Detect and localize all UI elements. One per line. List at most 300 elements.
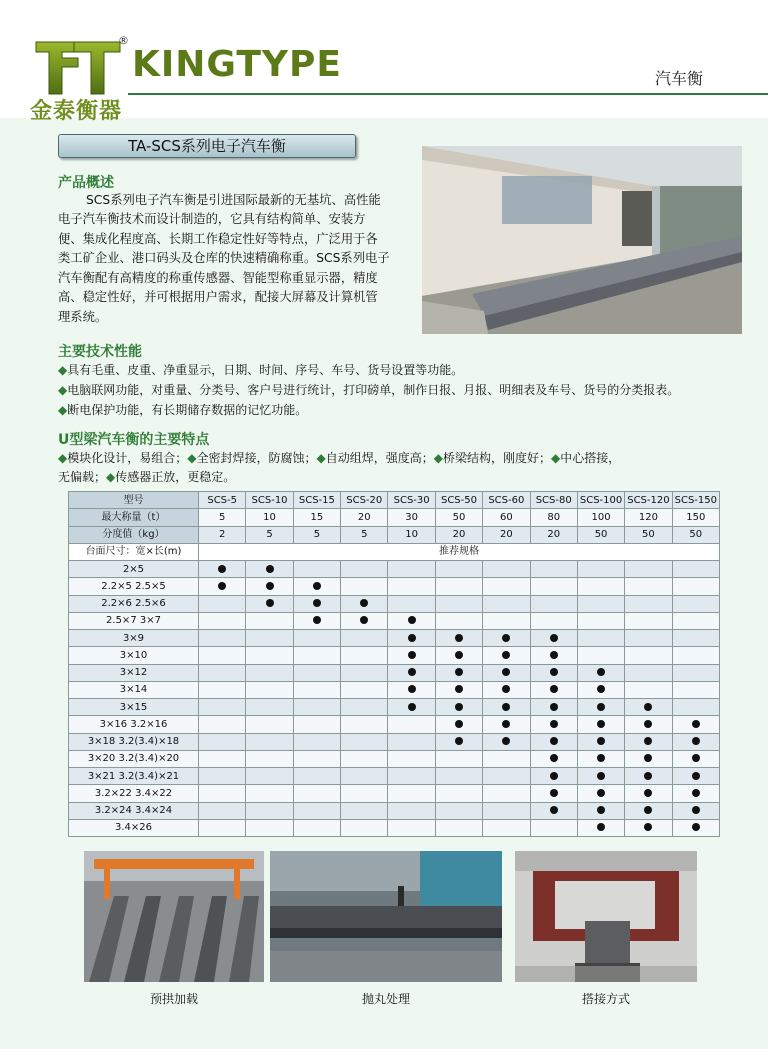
- mark-cell: [341, 647, 388, 664]
- mark-cell: [530, 612, 577, 629]
- mark-cell: [625, 716, 672, 733]
- mark-cell: [530, 647, 577, 664]
- size-label: 3×15: [69, 699, 199, 716]
- recommended-dot-icon: [692, 789, 700, 797]
- recommended-dot-icon: [502, 634, 510, 642]
- mark-cell: [246, 595, 293, 612]
- mark-cell: [246, 647, 293, 664]
- division-row: [69, 526, 720, 543]
- mark-cell: [672, 681, 719, 698]
- value-cell: SCS-20: [341, 492, 388, 509]
- mark-cell: [530, 578, 577, 595]
- mark-cell: [199, 647, 246, 664]
- mark-cell: [341, 716, 388, 733]
- mark-cell: [530, 595, 577, 612]
- recommended-dot-icon: [644, 823, 652, 831]
- mark-cell: [625, 733, 672, 750]
- mark-cell: [199, 819, 246, 836]
- mark-cell: [199, 612, 246, 629]
- mark-cell: [483, 681, 530, 698]
- mark-cell: [341, 819, 388, 836]
- mark-cell: [483, 595, 530, 612]
- recommended-dot-icon: [597, 754, 605, 762]
- capacity-row: [69, 509, 720, 526]
- recommended-dot-icon: [455, 703, 463, 711]
- mark-cell: [577, 802, 624, 819]
- diamond-bullet-icon: ◆: [58, 451, 68, 465]
- recommended-dot-icon: [692, 720, 700, 728]
- mark-cell: [672, 750, 719, 767]
- recommended-dot-icon: [408, 616, 416, 624]
- value-cell: 30: [388, 509, 435, 526]
- mark-cell: [577, 595, 624, 612]
- value-cell: SCS-60: [483, 492, 530, 509]
- mark-cell: [293, 595, 340, 612]
- mark-cell: [199, 664, 246, 681]
- mark-cell: [483, 785, 530, 802]
- mark-cell: [435, 664, 482, 681]
- features-line-2: 无偏载；◆传感器正放，更稳定。: [58, 470, 236, 484]
- recommended-dot-icon: [360, 616, 368, 624]
- caption-preload: 预拱加载: [149, 992, 198, 1006]
- recommended-dot-icon: [597, 789, 605, 797]
- recommended-dot-icon: [597, 737, 605, 745]
- mark-cell: [577, 578, 624, 595]
- mark-cell: [246, 561, 293, 578]
- size-label: 3×20 3.2(3.4)×20: [69, 750, 199, 767]
- value-cell: 50: [577, 526, 624, 543]
- spec-item-1: ◆具有毛重、皮重、净重显示，日期、时间、序号、车号、货号设置等功能。: [58, 363, 464, 377]
- overview-line-2: 电子汽车衡技术而设计制造的，它具有结构简单、安装方: [58, 212, 366, 226]
- mark-cell: [577, 750, 624, 767]
- mark-cell: [530, 819, 577, 836]
- mark-cell: [341, 630, 388, 647]
- mark-cell: [293, 768, 340, 785]
- mark-cell: [483, 750, 530, 767]
- value-cell: 60: [483, 509, 530, 526]
- mark-cell: [388, 802, 435, 819]
- features-heading: U型梁汽车衡的主要特点: [58, 432, 210, 448]
- recommended-dot-icon: [692, 806, 700, 814]
- mark-cell: [672, 647, 719, 664]
- value-cell: 100: [577, 509, 624, 526]
- overlap-joint-photo: [515, 851, 697, 982]
- recommended-dot-icon: [455, 720, 463, 728]
- value-cell: 2: [199, 526, 246, 543]
- caption-shot-blasting: 抛丸处理: [361, 992, 410, 1006]
- mark-cell: [625, 664, 672, 681]
- mark-cell: [577, 785, 624, 802]
- recommended-dot-icon: [644, 772, 652, 780]
- size-label: 2.2×6 2.5×6: [69, 595, 199, 612]
- product-title: TA-SCS系列电子汽车衡: [58, 134, 356, 158]
- value-cell: 20: [530, 526, 577, 543]
- recommend-label: 推荐规格: [199, 543, 720, 560]
- mark-cell: [530, 750, 577, 767]
- value-cell: SCS-120: [625, 492, 672, 509]
- mark-cell: [483, 561, 530, 578]
- value-cell: 80: [530, 509, 577, 526]
- mark-cell: [388, 768, 435, 785]
- truck-scale-photo: [422, 146, 742, 334]
- value-cell: SCS-30: [388, 492, 435, 509]
- recommended-dot-icon: [692, 772, 700, 780]
- mark-cell: [625, 612, 672, 629]
- mark-cell: [672, 578, 719, 595]
- value-cell: SCS-80: [530, 492, 577, 509]
- preload-photo: [84, 851, 264, 982]
- overview-line-7: 理系统。: [58, 310, 108, 324]
- mark-cell: [199, 733, 246, 750]
- recommended-dot-icon: [644, 806, 652, 814]
- mark-cell: [246, 699, 293, 716]
- diamond-bullet-icon: ◆: [187, 451, 197, 465]
- size-row: [69, 630, 720, 647]
- value-cell: 20: [341, 509, 388, 526]
- mark-cell: [625, 750, 672, 767]
- value-cell: 10: [388, 526, 435, 543]
- size-label: 3.2×24 3.4×24: [69, 802, 199, 819]
- overview-line-5: 汽车衡配有高精度的称重传感器、智能型称重显示器，精度: [58, 271, 378, 285]
- mark-cell: [483, 802, 530, 819]
- mark-cell: [435, 768, 482, 785]
- diamond-bullet-icon: ◆: [316, 451, 326, 465]
- mark-cell: [246, 716, 293, 733]
- recommended-dot-icon: [597, 720, 605, 728]
- mark-cell: [625, 802, 672, 819]
- caption-overlap-joint: 搭接方式: [581, 992, 630, 1006]
- mark-cell: [483, 819, 530, 836]
- mark-cell: [388, 819, 435, 836]
- mark-cell: [483, 699, 530, 716]
- mark-cell: [388, 578, 435, 595]
- features-line-1: ◆模块化设计，易组合；◆全密封焊接，防腐蚀；◆自动组焊，强度高；◆桥梁结构，刚度好；◆中心搭接，: [58, 451, 621, 465]
- mark-cell: [199, 578, 246, 595]
- value-cell: SCS-5: [199, 492, 246, 509]
- size-label: 3.2×22 3.4×22: [69, 785, 199, 802]
- mark-cell: [246, 819, 293, 836]
- recommended-dot-icon: [550, 772, 558, 780]
- overview-line-4: 类工矿企业、港口码头及仓库的快速精确称重。SCS系列电子: [58, 251, 390, 265]
- mark-cell: [388, 733, 435, 750]
- mark-cell: [199, 750, 246, 767]
- mark-cell: [199, 716, 246, 733]
- mark-cell: [625, 699, 672, 716]
- mark-cell: [199, 802, 246, 819]
- size-row: [69, 802, 720, 819]
- value-cell: 50: [625, 526, 672, 543]
- mark-cell: [199, 768, 246, 785]
- mark-cell: [672, 733, 719, 750]
- mark-cell: [341, 595, 388, 612]
- mark-cell: [341, 733, 388, 750]
- value-cell: 5: [199, 509, 246, 526]
- table-header-row: [69, 492, 720, 509]
- mark-cell: [293, 699, 340, 716]
- specs-heading: 主要技术性能: [58, 344, 142, 360]
- row-label: 型号: [69, 492, 199, 509]
- recommended-dot-icon: [644, 720, 652, 728]
- mark-cell: [672, 785, 719, 802]
- recommended-dot-icon: [408, 703, 416, 711]
- value-cell: 50: [435, 509, 482, 526]
- size-label: 3×9: [69, 630, 199, 647]
- mark-cell: [435, 802, 482, 819]
- mark-cell: [388, 699, 435, 716]
- mark-cell: [530, 681, 577, 698]
- size-label: 3×18 3.2(3.4)×18: [69, 733, 199, 750]
- header-divider: [128, 93, 768, 95]
- mark-cell: [625, 785, 672, 802]
- mark-cell: [625, 595, 672, 612]
- recommended-dot-icon: [692, 737, 700, 745]
- mark-cell: [435, 716, 482, 733]
- diamond-bullet-icon: ◆: [58, 403, 68, 417]
- diamond-bullet-icon: ◆: [551, 451, 561, 465]
- mark-cell: [672, 819, 719, 836]
- value-cell: SCS-10: [246, 492, 293, 509]
- recommended-dot-icon: [550, 754, 558, 762]
- size-row: [69, 612, 720, 629]
- registered-mark: ®: [118, 34, 129, 47]
- mark-cell: [530, 664, 577, 681]
- recommended-dot-icon: [408, 651, 416, 659]
- mark-cell: [435, 699, 482, 716]
- mark-cell: [341, 578, 388, 595]
- mark-cell: [293, 612, 340, 629]
- size-row: [69, 733, 720, 750]
- overview-line-3: 便、集成化程度高、长期工作稳定性好等特点，广泛用于各: [58, 232, 378, 246]
- value-cell: 5: [341, 526, 388, 543]
- mark-cell: [293, 802, 340, 819]
- mark-cell: [246, 750, 293, 767]
- mark-cell: [530, 630, 577, 647]
- size-row: [69, 681, 720, 698]
- mark-cell: [625, 819, 672, 836]
- spec-table: [68, 491, 720, 837]
- value-cell: 20: [483, 526, 530, 543]
- recommended-dot-icon: [408, 685, 416, 693]
- mark-cell: [435, 819, 482, 836]
- recommended-dot-icon: [455, 685, 463, 693]
- mark-cell: [341, 699, 388, 716]
- size-row: [69, 595, 720, 612]
- recommended-dot-icon: [597, 772, 605, 780]
- recommended-dot-icon: [550, 806, 558, 814]
- recommended-dot-icon: [550, 720, 558, 728]
- mark-cell: [672, 802, 719, 819]
- mark-cell: [672, 630, 719, 647]
- mark-cell: [577, 716, 624, 733]
- size-label: 台面尺寸：宽×长(m): [69, 543, 199, 560]
- recommended-dot-icon: [550, 737, 558, 745]
- mark-cell: [672, 561, 719, 578]
- recommended-dot-icon: [266, 599, 274, 607]
- mark-cell: [577, 647, 624, 664]
- size-row: [69, 716, 720, 733]
- mark-cell: [341, 785, 388, 802]
- size-row: [69, 664, 720, 681]
- mark-cell: [625, 768, 672, 785]
- mark-cell: [625, 630, 672, 647]
- mark-cell: [293, 561, 340, 578]
- mark-cell: [293, 647, 340, 664]
- mark-cell: [246, 768, 293, 785]
- mark-cell: [625, 561, 672, 578]
- row-label: 最大称量（t）: [69, 509, 199, 526]
- mark-cell: [530, 785, 577, 802]
- mark-cell: [341, 768, 388, 785]
- mark-cell: [577, 819, 624, 836]
- recommended-dot-icon: [550, 703, 558, 711]
- mark-cell: [483, 768, 530, 785]
- mark-cell: [388, 647, 435, 664]
- mark-cell: [530, 699, 577, 716]
- mark-cell: [341, 664, 388, 681]
- mark-cell: [435, 595, 482, 612]
- mark-cell: [199, 630, 246, 647]
- mark-cell: [672, 612, 719, 629]
- mark-cell: [625, 681, 672, 698]
- recommended-dot-icon: [644, 703, 652, 711]
- size-row: [69, 785, 720, 802]
- mark-cell: [293, 819, 340, 836]
- size-label: 3.4×26: [69, 819, 199, 836]
- value-cell: 15: [293, 509, 340, 526]
- mark-cell: [435, 647, 482, 664]
- mark-cell: [246, 802, 293, 819]
- mark-cell: [293, 733, 340, 750]
- recommended-dot-icon: [502, 668, 510, 676]
- value-cell: 120: [625, 509, 672, 526]
- size-label: 2.5×7 3×7: [69, 612, 199, 629]
- spec-item-2: ◆电脑联网功能，对重量、分类号、客户号进行统计，打印磅单，制作日报、月报、明细表及车号、货号的分类报表。: [58, 383, 680, 397]
- recommended-dot-icon: [644, 737, 652, 745]
- mark-cell: [577, 681, 624, 698]
- mark-cell: [435, 750, 482, 767]
- size-header-row: [69, 543, 720, 560]
- recommended-dot-icon: [597, 823, 605, 831]
- mark-cell: [388, 681, 435, 698]
- size-row: [69, 561, 720, 578]
- mark-cell: [341, 681, 388, 698]
- mark-cell: [293, 578, 340, 595]
- size-label: 3×16 3.2×16: [69, 716, 199, 733]
- recommended-dot-icon: [313, 582, 321, 590]
- recommended-dot-icon: [218, 565, 226, 573]
- mark-cell: [435, 785, 482, 802]
- mark-cell: [246, 630, 293, 647]
- mark-cell: [388, 716, 435, 733]
- mark-cell: [293, 664, 340, 681]
- value-cell: 20: [435, 526, 482, 543]
- mark-cell: [199, 785, 246, 802]
- mark-cell: [388, 750, 435, 767]
- recommended-dot-icon: [550, 651, 558, 659]
- product-category: 汽车衡: [655, 69, 704, 88]
- mark-cell: [435, 612, 482, 629]
- size-label: 3×10: [69, 647, 199, 664]
- recommended-dot-icon: [502, 703, 510, 711]
- mark-cell: [199, 681, 246, 698]
- mark-cell: [435, 681, 482, 698]
- size-label: 2.2×5 2.5×5: [69, 578, 199, 595]
- mark-cell: [246, 664, 293, 681]
- recommended-dot-icon: [218, 582, 226, 590]
- diamond-bullet-icon: ◆: [58, 363, 68, 377]
- mark-cell: [530, 733, 577, 750]
- mark-cell: [530, 561, 577, 578]
- mark-cell: [293, 630, 340, 647]
- recommended-dot-icon: [597, 703, 605, 711]
- value-cell: 5: [293, 526, 340, 543]
- recommended-dot-icon: [266, 565, 274, 573]
- mark-cell: [199, 561, 246, 578]
- diamond-bullet-icon: ◆: [433, 451, 443, 465]
- value-cell: SCS-100: [577, 492, 624, 509]
- recommended-dot-icon: [550, 685, 558, 693]
- mark-cell: [293, 681, 340, 698]
- recommended-dot-icon: [502, 651, 510, 659]
- size-row: [69, 699, 720, 716]
- mark-cell: [341, 802, 388, 819]
- recommended-dot-icon: [692, 754, 700, 762]
- kingtype-logo-icon: [32, 36, 122, 100]
- recommended-dot-icon: [502, 737, 510, 745]
- mark-cell: [388, 595, 435, 612]
- recommended-dot-icon: [597, 668, 605, 676]
- mark-cell: [483, 733, 530, 750]
- recommended-dot-icon: [550, 634, 558, 642]
- overview-heading: 产品概述: [58, 175, 114, 191]
- recommended-dot-icon: [597, 685, 605, 693]
- size-row: [69, 819, 720, 836]
- recommended-dot-icon: [313, 599, 321, 607]
- shot-blasting-photo: [270, 851, 502, 982]
- recommended-dot-icon: [266, 582, 274, 590]
- mark-cell: [483, 647, 530, 664]
- mark-cell: [577, 561, 624, 578]
- recommended-dot-icon: [502, 685, 510, 693]
- value-cell: 5: [246, 526, 293, 543]
- value-cell: 10: [246, 509, 293, 526]
- value-cell: SCS-150: [672, 492, 719, 509]
- recommended-dot-icon: [455, 651, 463, 659]
- recommended-dot-icon: [597, 806, 605, 814]
- mark-cell: [246, 681, 293, 698]
- size-label: 3×14: [69, 681, 199, 698]
- mark-cell: [246, 612, 293, 629]
- mark-cell: [672, 595, 719, 612]
- overview-line-1: SCS系列电子汽车衡是引进国际最新的无基坑、高性能: [86, 193, 381, 207]
- recommended-dot-icon: [455, 737, 463, 745]
- mark-cell: [530, 802, 577, 819]
- size-label: 2×5: [69, 561, 199, 578]
- overview-line-6: 高、稳定性好，并可根据用户需求，配接大屏幕及计算机管: [58, 290, 378, 304]
- mark-cell: [672, 699, 719, 716]
- mark-cell: [388, 664, 435, 681]
- mark-cell: [672, 768, 719, 785]
- diamond-bullet-icon: ◆: [58, 383, 68, 397]
- mark-cell: [341, 612, 388, 629]
- mark-cell: [625, 578, 672, 595]
- mark-cell: [435, 578, 482, 595]
- mark-cell: [199, 699, 246, 716]
- row-label: 分度值（kg）: [69, 526, 199, 543]
- mark-cell: [435, 733, 482, 750]
- mark-cell: [530, 768, 577, 785]
- mark-cell: [388, 630, 435, 647]
